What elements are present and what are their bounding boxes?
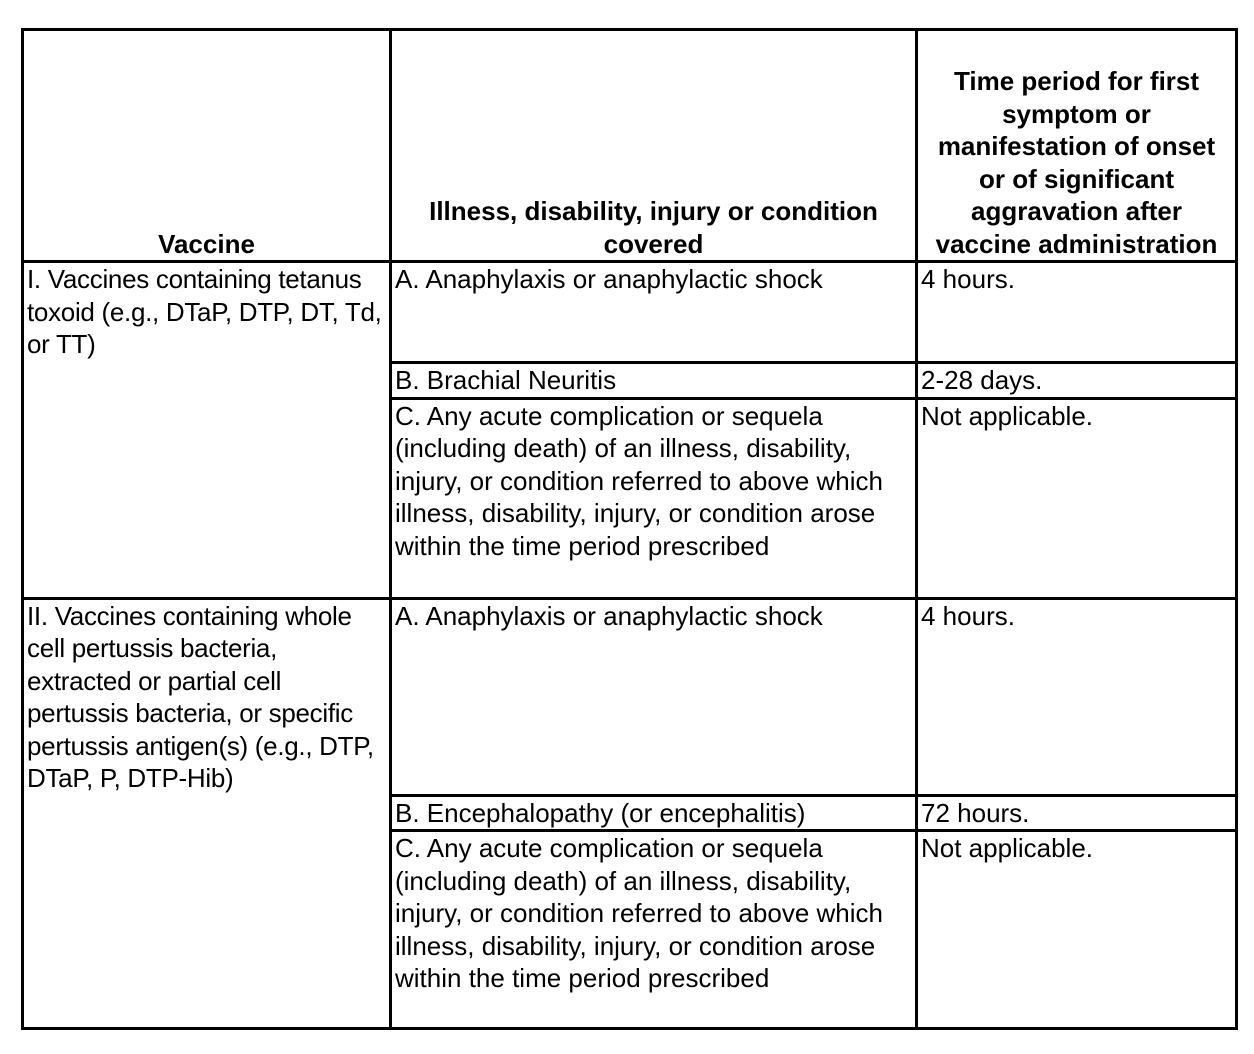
header-row <box>23 30 1237 262</box>
time-cell: 72 hours. <box>917 795 1237 831</box>
header-time-period: Time period for first symptom or manifestation of onset or of significant aggravation after vaccine administration <box>917 30 1237 262</box>
condition-cell: C. Any acute complication or sequela (including death) of an illness, disability, injury, or condition referred to above which illness, disability, injury, or condition arose within the time period prescribed <box>391 831 917 1029</box>
header-illness: Illness, disability, injury or condition covered <box>391 30 917 262</box>
vaccine-injury-table <box>21 28 1238 1030</box>
condition-cell: A. Anaphylaxis or anaphylactic shock <box>391 598 917 795</box>
table-row <box>23 262 1237 363</box>
time-cell: 4 hours. <box>917 598 1237 795</box>
header-vaccine: Vaccine <box>23 30 391 262</box>
time-cell: 4 hours. <box>917 262 1237 363</box>
time-cell: Not applicable. <box>917 398 1237 598</box>
time-cell: 2-28 days. <box>917 363 1237 399</box>
vaccine-cell: I. Vaccines containing tetanus toxoid (e.g., DTaP, DTP, DT, Td, or TT) <box>23 262 391 599</box>
time-cell: Not applicable. <box>917 831 1237 1029</box>
condition-cell: B. Encephalopathy (or encephalitis) <box>391 795 917 831</box>
condition-cell: B. Brachial Neuritis <box>391 363 917 399</box>
condition-cell: C. Any acute complication or sequela (including death) of an illness, disability, injury, or condition referred to above which illness, disability, injury, or condition arose within the time period prescribed <box>391 398 917 598</box>
condition-cell: A. Anaphylaxis or anaphylactic shock <box>391 262 917 363</box>
table-row <box>23 598 1237 795</box>
vaccine-cell: II. Vaccines containing whole cell pertussis bacteria, extracted or partial cell pertussis bacteria, or specific pertussis antigen(s) (e.g., DTP, DTaP, P, DTP-Hib) <box>23 598 391 1029</box>
